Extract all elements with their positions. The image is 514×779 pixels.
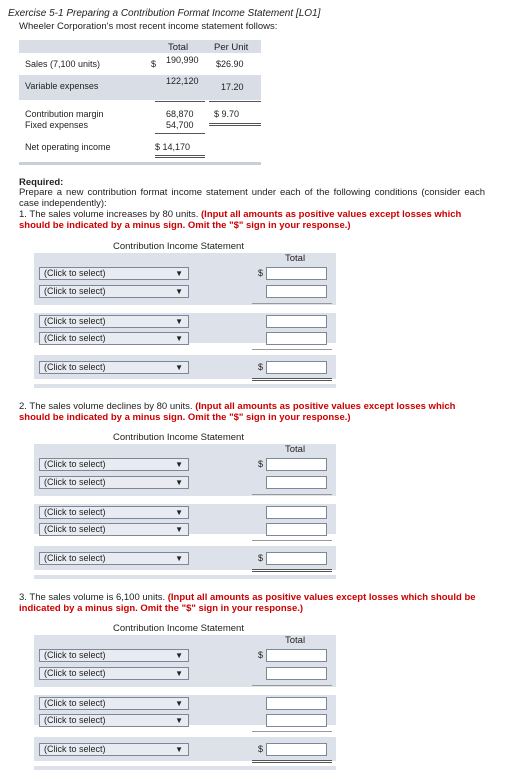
- dropdown-arrow-icon: ▼: [175, 525, 183, 534]
- row-per-unit: $26.90: [216, 59, 244, 69]
- row-total: 54,700: [166, 120, 194, 130]
- line-item-select[interactable]: [39, 458, 189, 471]
- select-value: (Click to select): [44, 316, 106, 326]
- row-label: Sales (7,100 units): [25, 59, 101, 69]
- select-value: (Click to select): [44, 477, 106, 487]
- question-3: [19, 593, 489, 614]
- amount-input[interactable]: [266, 552, 327, 565]
- dollar-sign: $: [258, 650, 264, 660]
- question-note: (Input all amounts as positive values except losses which should be indicated by a minus sign. Omit the "$" sign in your response.): [19, 401, 456, 423]
- question-lead: 3. The sales volume is 6,100 units.: [19, 592, 166, 603]
- dropdown-arrow-icon: ▼: [175, 651, 183, 660]
- question-note: (Input all amounts as positive values except losses which should be indicated by a minus sign. Omit the "$" sign in your response.): [19, 209, 462, 231]
- line-item-select[interactable]: [39, 285, 189, 298]
- row-label: Variable expenses: [25, 81, 99, 91]
- form-col-total: Total: [285, 444, 306, 455]
- amount-input[interactable]: [266, 332, 327, 345]
- amount-input[interactable]: [266, 458, 327, 471]
- dropdown-arrow-icon: ▼: [175, 745, 183, 754]
- dropdown-arrow-icon: ▼: [175, 287, 183, 296]
- required-heading: Required:: [19, 177, 64, 188]
- select-value: (Click to select): [44, 459, 106, 469]
- row-per-unit: 17.20: [221, 82, 244, 92]
- dropdown-arrow-icon: ▼: [175, 669, 183, 678]
- select-value: (Click to select): [44, 668, 106, 678]
- row-total: 190,990: [166, 55, 199, 65]
- select-value: (Click to select): [44, 744, 106, 754]
- dropdown-arrow-icon: ▼: [175, 699, 183, 708]
- dollar-sign: $: [258, 744, 264, 754]
- form-col-total: Total: [285, 635, 306, 646]
- line-item-select[interactable]: [39, 523, 189, 536]
- row-total: 68,870: [166, 109, 194, 119]
- amount-input[interactable]: [266, 506, 327, 519]
- exercise-title: Exercise 5-1 Preparing a Contribution Format Income Statement [LO1]: [8, 8, 321, 19]
- required-text: Prepare a new contribution format income statement under each of the following conditions (consider each case independently):: [19, 187, 485, 209]
- row-label: Net operating income: [25, 142, 111, 152]
- amount-input[interactable]: [266, 315, 327, 328]
- dropdown-arrow-icon: ▼: [175, 460, 183, 469]
- question-lead: 2. The sales volume declines by 80 units.: [19, 401, 193, 412]
- amount-input[interactable]: [266, 667, 327, 680]
- line-item-select[interactable]: [39, 267, 189, 280]
- dropdown-arrow-icon: ▼: [175, 317, 183, 326]
- line-item-select[interactable]: [39, 552, 189, 565]
- amount-input[interactable]: [266, 285, 327, 298]
- amount-input[interactable]: [266, 361, 327, 374]
- line-item-select[interactable]: [39, 476, 189, 489]
- line-item-select[interactable]: [39, 667, 189, 680]
- select-value: (Click to select): [44, 507, 106, 517]
- form-title: Contribution Income Statement: [113, 623, 244, 634]
- dollar-sign: $: [151, 59, 157, 69]
- dollar-sign: $: [258, 553, 264, 563]
- col-total-header: Total: [168, 42, 189, 53]
- dollar-sign: $: [258, 362, 264, 372]
- line-item-select[interactable]: [39, 743, 189, 756]
- select-value: (Click to select): [44, 698, 106, 708]
- row-per-unit: $ 9.70: [214, 109, 240, 119]
- line-item-select[interactable]: [39, 332, 189, 345]
- dollar-sign: $: [258, 268, 264, 278]
- select-value: (Click to select): [44, 286, 106, 296]
- form-title: Contribution Income Statement: [113, 432, 244, 443]
- form-col-total: Total: [285, 253, 306, 264]
- question-1: [19, 210, 489, 231]
- row-label: Fixed expenses: [25, 120, 89, 130]
- dollar-sign: $: [258, 459, 264, 469]
- line-item-select[interactable]: [39, 649, 189, 662]
- select-value: (Click to select): [44, 524, 106, 534]
- question-2: [19, 402, 489, 423]
- select-value: (Click to select): [44, 268, 106, 278]
- line-item-select[interactable]: [39, 506, 189, 519]
- dropdown-arrow-icon: ▼: [175, 269, 183, 278]
- amount-input[interactable]: [266, 267, 327, 280]
- amount-input[interactable]: [266, 743, 327, 756]
- select-value: (Click to select): [44, 650, 106, 660]
- select-value: (Click to select): [44, 553, 106, 563]
- dropdown-arrow-icon: ▼: [175, 478, 183, 487]
- amount-input[interactable]: [266, 523, 327, 536]
- amount-input[interactable]: [266, 476, 327, 489]
- form-title: Contribution Income Statement: [113, 241, 244, 252]
- exercise-subtitle: Wheeler Corporation's most recent income statement follows:: [19, 21, 278, 32]
- amount-input[interactable]: [266, 697, 327, 710]
- line-item-select[interactable]: [39, 714, 189, 727]
- amount-input[interactable]: [266, 714, 327, 727]
- col-per-unit-header: Per Unit: [214, 42, 249, 53]
- dropdown-arrow-icon: ▼: [175, 334, 183, 343]
- amount-input[interactable]: [266, 649, 327, 662]
- line-item-select[interactable]: [39, 697, 189, 710]
- select-value: (Click to select): [44, 715, 106, 725]
- row-total: 122,120: [166, 76, 199, 86]
- question-note: (Input all amounts as positive values except losses which should be indicated by a minus sign. Omit the "$" sign in your response.): [19, 592, 476, 614]
- dropdown-arrow-icon: ▼: [175, 508, 183, 517]
- question-lead: 1. The sales volume increases by 80 units.: [19, 209, 199, 220]
- dropdown-arrow-icon: ▼: [175, 554, 183, 563]
- line-item-select[interactable]: [39, 361, 189, 374]
- dropdown-arrow-icon: ▼: [175, 363, 183, 372]
- dropdown-arrow-icon: ▼: [175, 716, 183, 725]
- select-value: (Click to select): [44, 362, 106, 372]
- row-total: $ 14,170: [155, 142, 191, 152]
- row-label: Contribution margin: [25, 109, 104, 119]
- line-item-select[interactable]: [39, 315, 189, 328]
- select-value: (Click to select): [44, 333, 106, 343]
